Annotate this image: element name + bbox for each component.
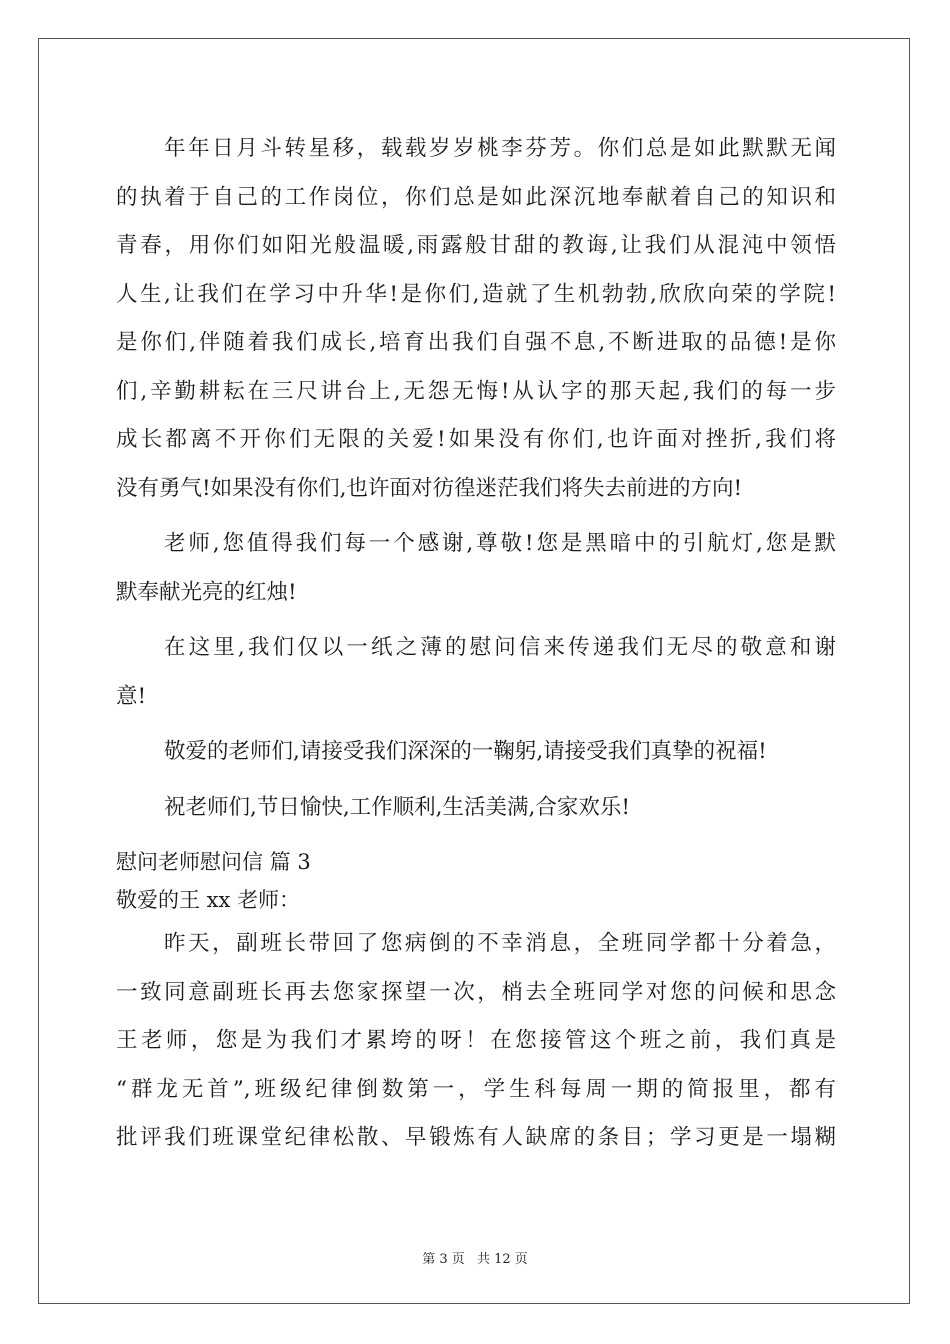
paragraph-1 [116, 129, 836, 517]
text-line: 王老师，您是为我们才累垮的呀！在您接管这个班之前，我们真是 [116, 1028, 836, 1053]
text-line: 成长都离不开你们无限的关爱!如果没有你们,也许面对挫折,我们将 [116, 427, 836, 452]
text-line: 敬爱的老师们,请接受我们深深的一鞠躬,请接受我们真挚的祝福! [164, 739, 767, 764]
paragraph-4 [116, 732, 836, 781]
page-total: 共 12 页 [476, 1252, 528, 1267]
text-line: 昨天，副班长带回了您病倒的不幸消息，全班同学都十分着急， [164, 931, 836, 956]
text-line: 一致同意副班长再去您家探望一次，梢去全班同学对您的问候和思念 [116, 979, 836, 1005]
text-line: 人生,让我们在学习中升华!是你们,造就了生机勃勃,欣欣向荣的学院! [116, 281, 836, 307]
paragraph-5 [116, 788, 836, 837]
text-line: 祝老师们,节日愉快,工作顺利,生活美满,合家欢乐! [164, 794, 630, 820]
text-line: 意! [116, 683, 147, 709]
text-line: 在这里,我们仅以一纸之薄的慰问信来传递我们无尽的敬意和谢 [164, 635, 836, 660]
letter-paragraph [116, 924, 836, 1167]
page-footer [0, 1248, 950, 1267]
text-line: 们,辛勤耕耘在三尺讲台上,无怨无悔!从认字的那天起,我们的每一步 [116, 378, 836, 404]
text-line: 默奉献光亮的红烛! [116, 579, 297, 605]
page-number: 第 3 页 [422, 1252, 465, 1267]
text-line: 是你们,伴随着我们成长,培育出我们自强不息,不断进取的品德!是你 [116, 330, 836, 355]
paragraph-2 [116, 524, 836, 621]
text-line: 年年日月斗转星移，载载岁岁桃李芬芳。你们总是如此默默无闻 [164, 136, 836, 161]
text-line: “群龙无首”,班级纪律倒数第一，学生科每周一期的简报里，都有 [116, 1076, 836, 1102]
text-line: 青春，用你们如阳光般温暖,雨露般甘甜的教诲,让我们从混沌中领悟 [116, 233, 836, 258]
text-line: 老师,您值得我们每一个感谢,尊敬!您是黑暗中的引航灯,您是默 [164, 531, 836, 556]
paragraph-3 [116, 628, 836, 725]
text-line: 的执着于自己的工作岗位，你们总是如此深沉地奉献着自己的知识和 [116, 184, 836, 210]
document-body [116, 129, 836, 1167]
letter-salutation: 敬爱的王 xx 老师： [116, 888, 301, 912]
text-line: 批评我们班课堂纪律松散、早锻炼有人缺席的条目；学习更是一塌糊 [116, 1125, 836, 1150]
section-title: 慰问老师慰问信 篇 3 [116, 850, 311, 874]
text-line: 没有勇气!如果没有你们,也许面对彷徨迷茫我们将失去前进的方向! [116, 475, 743, 501]
